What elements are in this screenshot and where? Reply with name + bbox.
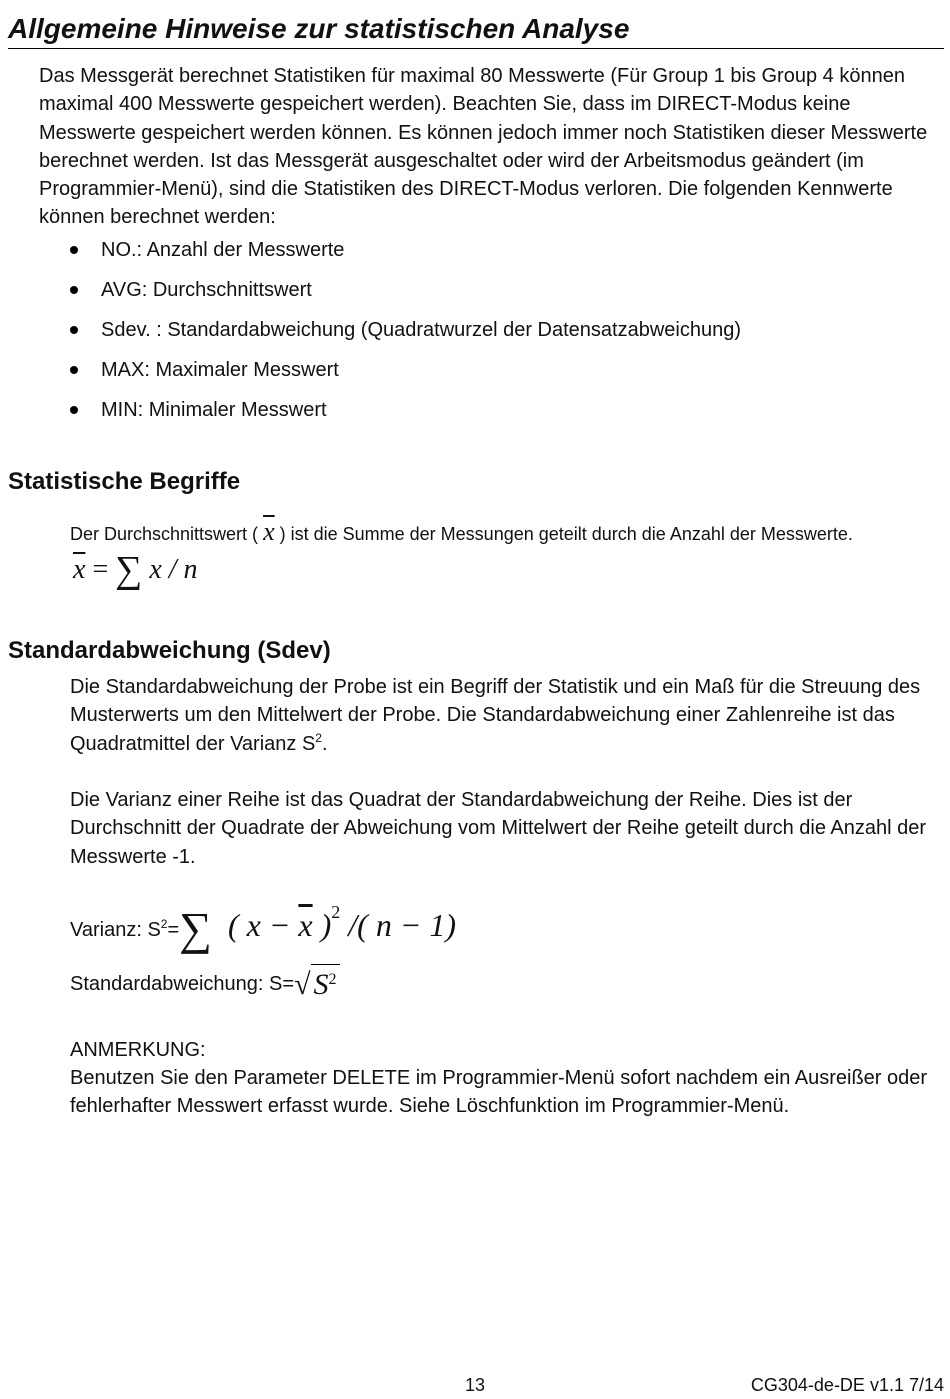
sigma-symbol: ∑ <box>115 549 143 591</box>
sd-formula <box>70 964 340 1004</box>
sdev-para1-text: Die Standardabweichung der Probe ist ein Begriff der Statistik und ein Maß für die Streuung des Musterwerts um den Mittelwert der Probe. Die Standardabweichung einer Zahlenreihe ist das Quadratmittel der Varianz S <box>70 676 921 755</box>
superscript-2: 2 <box>315 730 322 745</box>
sd-label: Standardabweichung: S= <box>70 973 295 995</box>
sd-radicand-sup: 2 <box>328 971 337 988</box>
mean-formula <box>73 550 198 590</box>
variance-xbar: $\overline{x}$ <box>298 907 313 943</box>
variance-label-sup: 2 <box>160 917 168 931</box>
statistics-list <box>70 236 930 436</box>
intro-paragraph: Das Messgerät berechnet Statistiken für maximal 80 Messwerte (Für Group 1 bis Group 4 können maximal 400 Messwerte gespeichert werden). Beachten Sie, dass im DIRECT-Modus keine Messwerte gespeichert werden können. Es können jedoch immer noch Statistiken dieser Messwerte berechnet werden. Ist das Messgerät ausgeschaltet oder wird der Arbeitsmodus geändert (im Programmier-Menü), sind die Statistiken des DIRECT-Modus verloren. Die folgenden Kennwerte können berechnet werden: <box>39 65 928 229</box>
mean-definition <box>70 518 940 548</box>
sd-radicand: S <box>313 968 329 1001</box>
list-item: Sdev. : Standardabweichung (Quadratwurzel der Datensatzabweichung) <box>70 316 930 356</box>
sigma-symbol: ∑ <box>179 903 212 954</box>
variance-exp: 2 <box>331 902 341 922</box>
variance-math <box>179 902 457 954</box>
sdev-paragraph-1 <box>70 673 940 758</box>
note-text: Benutzen Sie den Parameter DELETE im Programmier-Menü sofort nachdem ein Ausreißer oder fehlerhafter Messwert erfasst wurde. Siehe Löschfunktion im Programmier-Menü. <box>70 1067 928 1118</box>
sdev-paragraph-2: Die Varianz einer Reihe ist das Quadrat der Standardabweichung der Reihe. Dies ist der Durchschnitt der Quadrate der Abweichung vom Mittelwert der Reihe geteilt durch die Anzahl der Messwerte -1. <box>70 789 927 868</box>
variance-formula <box>70 900 457 954</box>
list-item: AVG: Durchschnittswert <box>70 276 930 316</box>
list-item: MIN: Minimaler Messwert <box>70 396 930 436</box>
section-heading-sdev: Standardabweichung (Sdev) <box>8 637 331 664</box>
mean-formula-equals: = <box>92 554 109 585</box>
variance-tail: /( n − 1) <box>340 907 457 943</box>
mean-formula-lhs: $\overline{x}$ <box>73 554 86 585</box>
page-number: 13 <box>465 1375 486 1395</box>
variance-label-eq: = <box>167 919 180 941</box>
page-title: Allgemeine Hinweise zur statistischen Analyse <box>8 12 944 49</box>
mean-text-after: ) ist die Summe der Messungen geteilt durch die Anzahl der Messwerte. <box>279 524 853 544</box>
note-title: ANMERKUNG: <box>70 1039 206 1061</box>
variance-open: ( x − <box>227 907 299 943</box>
section-heading-terms: Statistische Begriffe <box>8 468 241 495</box>
list-item: NO.: Anzahl der Messwerte <box>70 236 930 276</box>
variance-label: Varianz: S <box>70 919 161 941</box>
list-item: MAX: Maximaler Messwert <box>70 356 930 396</box>
mean-symbol: $\overline{x}$ <box>263 517 275 546</box>
mean-formula-rhs: x / n <box>149 554 198 585</box>
sqrt-symbol: √ $S^2$ <box>294 964 339 1005</box>
sdev-para1-end: . <box>321 732 328 755</box>
document-id: CG304-de-DE v1.1 7/14 <box>750 1375 944 1395</box>
variance-close: ) <box>312 907 332 943</box>
mean-text-before: Der Durchschnittswert ( <box>70 524 259 544</box>
